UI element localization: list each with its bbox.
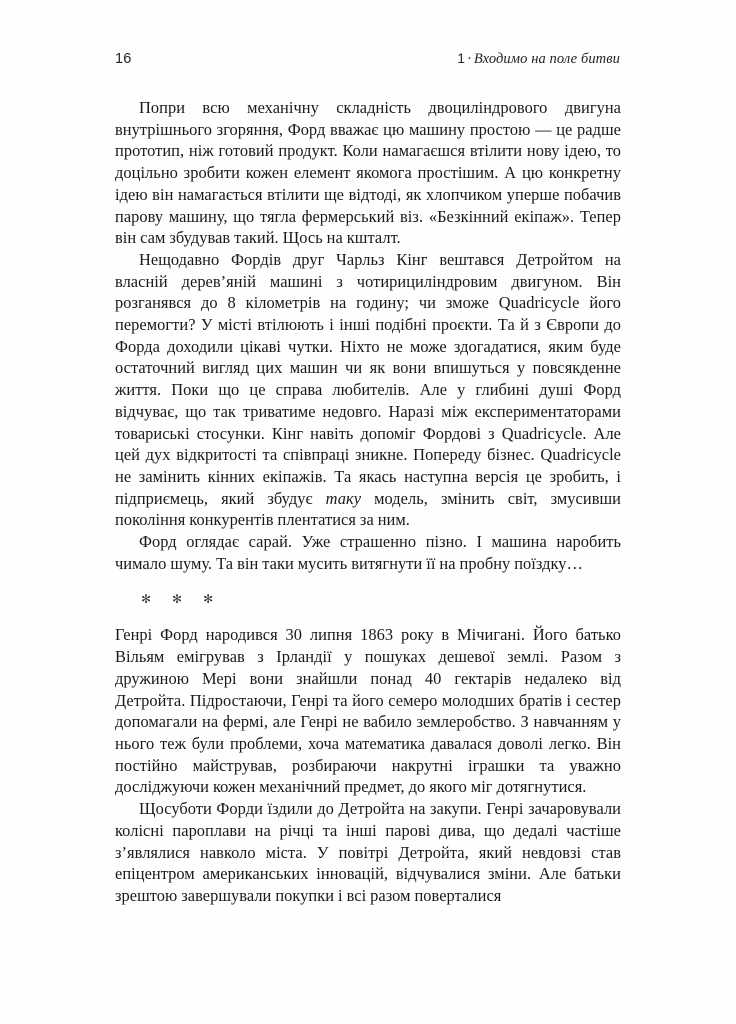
body-text-column: [115, 97, 621, 907]
paragraph: Попри всю механічну складність двоциліндрового двигуна внутрішнього згоряння, Форд вважає цю машину простою — це радше прототип, ніж готовий продукт. Коли намагаєшся втілити нову ідею, то доцільно зробити кожен елемент якомога простішим. А цю конкретну ідею він намагається втілити ще відтоді, як хлопчиком уперше побачив парову машину, що тягла фермерський віз. «Безкінний екіпаж». Тепер він сам збудував такий. Щось на кшталт.: [115, 98, 621, 248]
asterisk-divider-icon: ✻ ✻ ✻: [141, 592, 223, 607]
paragraph: Форд оглядає сарай. Уже страшенно пізно. І машина наробить чимало шуму. Та він таки мусить витягнути її на пробну поїздку…: [115, 532, 621, 573]
running-head-separator: ·: [466, 51, 472, 67]
scene-break-divider: [115, 574, 621, 624]
chapter-number: 1: [457, 51, 465, 66]
paragraph: Щосуботи Форди їздили до Детройта на закупи. Генрі зачаровували колісні пароплави на річці та інші парові дива, що дедалі частіше з’являлися навколо міста. У повітрі Детройта, який невдовзі став епіцентром американських інновацій, відчувалися зміни. Але батьки зрештою завершували покупки і всі разом поверталися: [115, 799, 621, 905]
page-number: 16: [115, 51, 132, 67]
paragraph: Нещодавно Фордів друг Чарльз Кінг вештався Детройтом на власній дерев’яній машині з чотирициліндровим двигуном. Він розганявся до 8 кілометрів на годину; чи зможе Quadricycle його перемогти? У місті втілюють і інші подібні проєкти. Та й з Європи до Форда доходили цікаві чутки. Ніхто не може здогадатися, яким буде остаточний вигляд цих машин чи як вони впишуться у повсякденне життя. Поки що це справа любителів. Але у глибині душі Форд відчуває, що так триватиме недовго. Наразі між експериментаторами товариські стосунки. Кінг навіть допоміг Фордові з Quadricycle. Але цей дух відкритості та співпраці зникне. Попереду бізнес. Quadricycle не замінить кінних екіпажів. Та якась наступна версія це зробить, і підприємець, який збудує таку модель, змінить світ, змусивши покоління конкурентів плентатися за ним.: [115, 249, 621, 530]
paragraph: Генрі Форд народився 30 липня 1863 року в Мічигані. Його батько Вільям емігрував з Ірландії у пошуках дешевої землі. Разом з дружиною Мері вони знайшли понад 40 гектарів недалеко від Детройта. Підростаючи, Генрі та його семеро молодших братів і сестер допомагали на фермі, але Генрі не вабило землеробство. З навчанням у нього теж були проблеми, хоча математика давалася доволі легко. Він постійно майстрував, розбираючи накрутні іграшки та уважно досліджуючи кожен механічний предмет, до якого міг дотягнутися.: [115, 625, 621, 797]
running-head: [115, 52, 620, 74]
chapter-running-title: [457, 52, 620, 67]
chapter-title-text: Входимо на поле битви: [473, 51, 620, 67]
